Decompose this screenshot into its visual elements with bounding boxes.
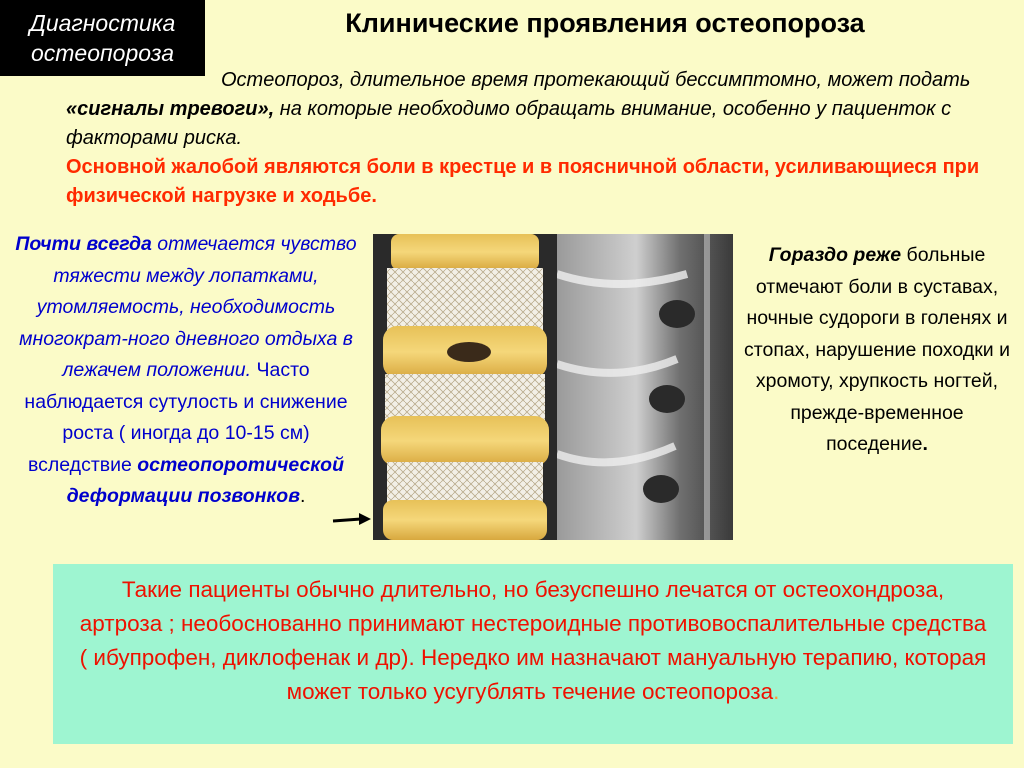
right-text: больные отмечают боли в суставах, ночные судороги в голенях и стопах, нарушение походки и хромоту, хрупкость ногтей, прежде-временное поседение [744,244,1010,455]
section-badge [0,0,205,76]
intro-alarm-signals: «сигналы тревоги», [66,98,275,120]
right-symptoms-text [738,240,1016,461]
badge-line-1: Диагностика [29,10,176,36]
badge-line-2: остеопороза [30,40,175,66]
intro-text-b: на которые необходимо обращать внимание, особенно у пациенток с факторами риска. [66,98,952,149]
intro-paragraph [66,66,996,211]
vertebrae-section-photo [373,234,557,540]
main-complaint-text: Основной жалобой являются боли в крестце и в поясничной области, усиливающиеся при физической нагрузке и ходьбе. [66,156,980,207]
spine-xray-image [557,234,733,540]
left-plain-text: Часто наблюдается сутулость и снижение роста ( иногда до 10-15 см) вследствие [24,359,348,476]
left-symptoms-text [8,229,364,513]
left-end-punct: . [299,485,306,507]
bottom-note-text: Такие пациенты обычно длительно, но безуспешно лечатся от остеохондроза, артроза ; необоснованно принимают нестероидные противовоспалительные средства ( ибупрофен, диклофенак и др). Нередко им назначают мануальную терапию, которая может только усугублять течение остеопороза [79,577,987,704]
left-almost-always: Почти всегда [15,233,152,255]
left-deformation-text: остеопоротической деформации позвонков [66,453,344,507]
bottom-end-punct: . [773,679,780,704]
bottom-note-box [53,564,1013,744]
left-italic-text: отмечается чувство тяжести между лопатками, утомляемость, необходимость многократ-ного дневного отдыха в лежачем положении. [19,233,357,381]
page-title: Клинические проявления остеопороза [345,8,865,38]
right-rarely: Гораздо реже [768,244,902,266]
right-arrow-icon [331,511,371,529]
intro-text-a: Остеопороз, длительное время протекающий бессимптомно, может подать [221,69,971,91]
right-end-punct: . [922,433,928,455]
